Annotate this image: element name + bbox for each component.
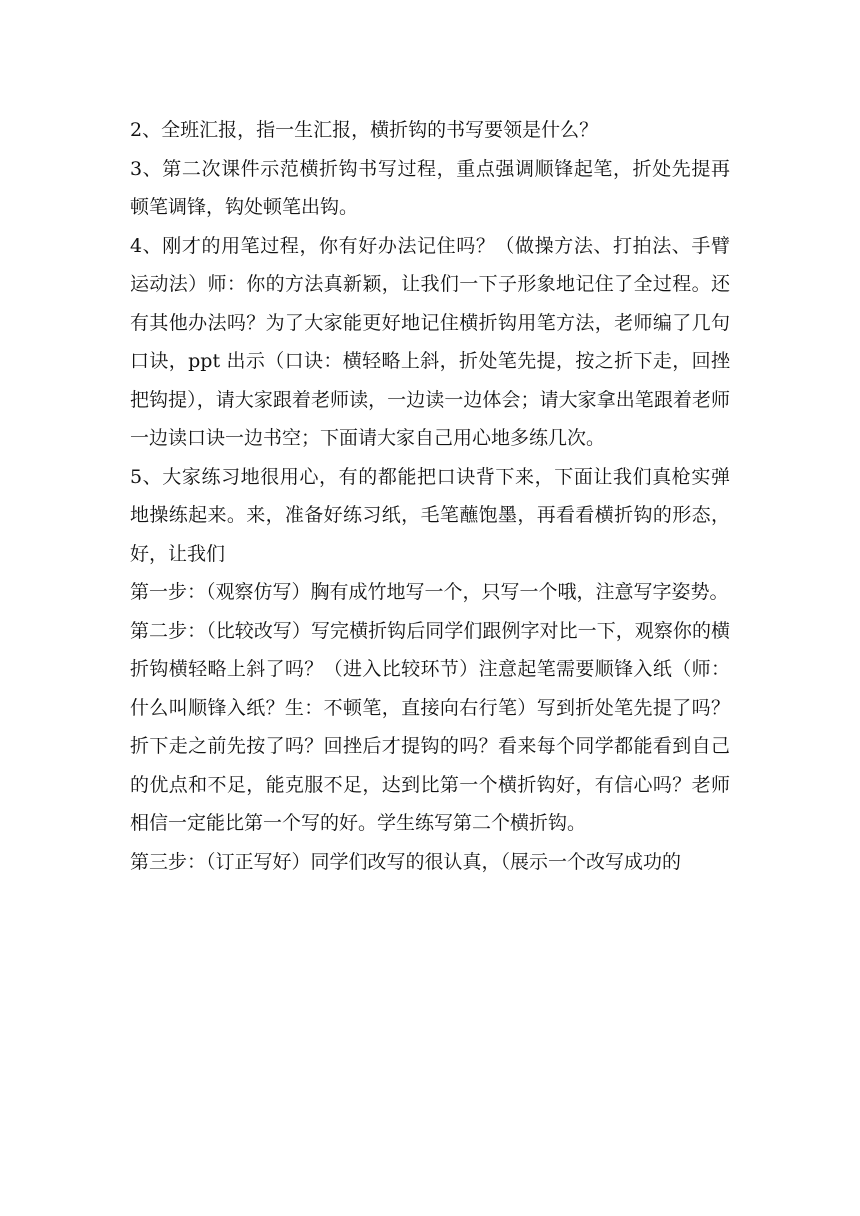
paragraph-step-1: 第一步：（观察仿写）胸有成竹地写一个，只写一个哦，注意写字姿势。	[130, 581, 729, 603]
paragraph-step-2: 第二步：（比较改写）写完横折钩后同学们跟例字对比一下，观察你的横折钩横轻略上斜了吗？（进入比较环节）注意起笔需要顺锋入纸（师：什么叫顺锋入纸？生：不顿笔，直接向右行笔）写到折处笔先提了吗？折下走之前先按了吗？回挫后才提钩的吗？看来每个同学都能看到自己的优点和不足，能克服不足，达到比第一个横折钩好，有信心吗？老师相信一定能比第一个写的好。学生练写第二个横折钩。	[130, 619, 730, 834]
paragraph-step-3: 第三步：（订正写好）同学们改写的很认真，（展示一个改写成功的	[130, 850, 682, 873]
paragraph-item-3: 3、第二次课件示范横折钩书写过程，重点强调顺锋起笔，折处先提再顿笔调锋，钩处顿笔出钩。	[130, 157, 730, 218]
document-body	[130, 111, 730, 881]
paragraph-item-4: 4、刚才的用笔过程，你有好办法记住吗？（做操方法、打拍法、手臂运动法）师：你的方法真新颖，让我们一下子形象地记住了全过程。还有其他办法吗？为了大家能更好地记住横折钩用笔方法，老师编了几句口诀，ppt 出示（口诀：横轻略上斜，折处笔先提，按之折下走，回挫把钩提），请大家跟着老师读，一边读一边体会；请大家拿出笔跟着老师一边读口诀一边书空；下面请大家自己用心地多练几次。	[130, 234, 730, 449]
paragraph-item-2: 2、全班汇报，指一生汇报，横折钩的书写要领是什么？	[130, 119, 599, 141]
paragraph-item-5: 5、大家练习地很用心，有的都能把口诀背下来，下面让我们真枪实弹地操练起来。来，准备好练习纸，毛笔蘸饱墨，再看看横折钩的形态，好，让我们	[130, 465, 730, 565]
